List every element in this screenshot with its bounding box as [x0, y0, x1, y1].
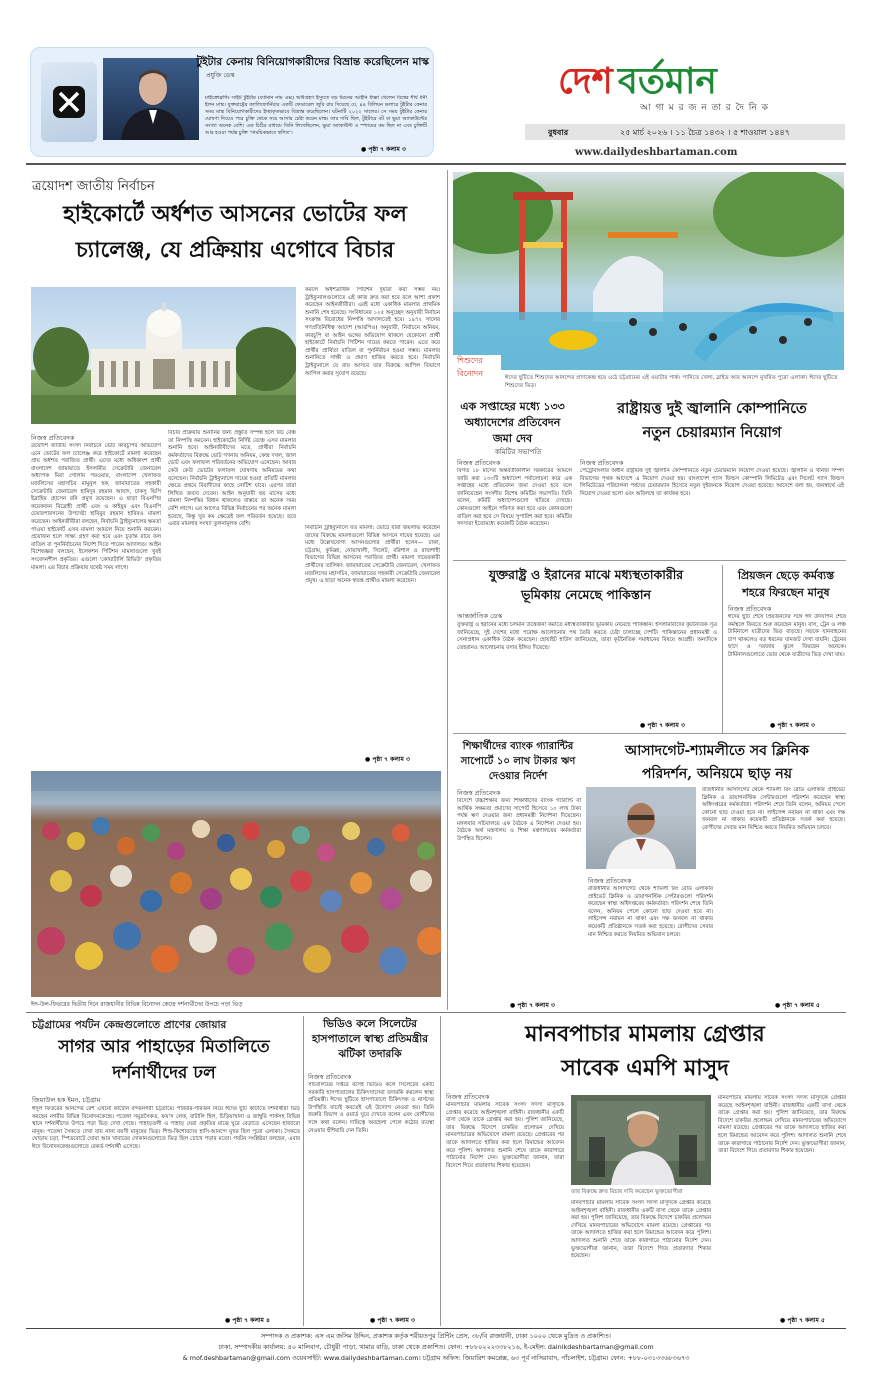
- video-text: সচিবালয়ের দপ্তরে বসেই ভিডিও কলে সিলেটের একটি সরকারি হাসপাতালের চিকিৎসাসেবা তদারকি করলেন স্বাস্থ্য প্রতিমন্ত্রী। ঈদের ছুটিতে হাসপাতালে চিকিৎসক ও নার্সদের উপস্থিতি যাচাই করতেই এই উদ্যোগ নেওয়া হয়। তিনি জরুরি বিভাগ ও ওয়ার্ড ঘুরে দেখতে বলেন এবং রোগীদের সঙ্গে কথা বলেন। দায়িত্বে অবহেলা পেলে কঠোর ব্যবস্থা নেওয়ার হুঁশিয়ারি দেন তিনি।: [308, 1082, 434, 1134]
- divider-right-1: [453, 560, 846, 561]
- divider-right-3: [453, 733, 846, 734]
- fund-sub: কমিটির সভাপতি: [495, 448, 542, 456]
- video-headline-line3[interactable]: ঝটিকা তদারকি: [338, 1048, 402, 1060]
- energy-headline-line2[interactable]: নতুন চেয়ারম্যান নিয়োগ: [642, 424, 782, 441]
- lead-cont-text: পৃষ্ঠা ৭ কলাম ৩: [372, 756, 410, 763]
- tourism-continuation: ● পৃষ্ঠা ৭ কলাম ৪: [225, 1317, 270, 1324]
- energy-byline: নিজস্ব প্রতিবেদক: [580, 459, 624, 467]
- pakistan-continuation: ● পৃষ্ঠা ৭ কলাম ৩: [640, 722, 685, 729]
- x-logo-tile: [41, 62, 97, 142]
- energy-text: পেট্রোবাংলার অধীন রাষ্ট্রায়ত্ত দুই জ্বালানি কোম্পানিতে নতুন চেয়ারম্যান নিয়োগ দেওয়া হয়েছে। জ্বালানি ও খনিজ সম্পদ বিভাগের পৃথক আদেশে এ নিয়োগ দেওয়া হয়। বাংলাদেশ গ্যাস ফিল্ডস কোম্পানি লিমিটেড এবং সিলেট গ্যাস ফিল্ডস লিমিটেডের পরিচালনা পর্ষদের চেয়ারম্যান হিসেবে নতুন দুইজনকে নিয়োগ দেওয়া হয়েছে। আদেশে বলা হয়, জনস্বার্থে এই নিয়োগ দেওয়া হলো এবং অবিলম্বে তা কার্যকর হবে।: [580, 468, 844, 497]
- mp-photo: [571, 1095, 711, 1185]
- return-text: ঈদের ছুটি শেষে প্রিয়জনদের সঙ্গে ঈদ উদযাপন শেষে কর্মস্থলে ফিরতে শুরু করেছেন মানুষ। বাস, ট্রেন ও লঞ্চ টার্মিনালে যাত্রীদের ভিড় বাড়ছে। সড়কে যানবাহনের চাপ থাকলেও বড় ধরনের যানজট দেখা যায়নি। ট্রেনের ছাদে ও দরজায় ঝুলে ফিরছেন অনেকে। টার্মিনালগুলোতে ভোর থেকে যাত্রীদের ভিড় দেখা যায়।: [728, 614, 846, 658]
- fund-text: বিগত ১৮ মাসের অন্তর্বর্তীকালীন সরকারের আমলে জারি করা ১৩৩টি অধ্যাদেশ পর্যালোচনা করে এক সপ্তাহের মধ্যে প্রতিবেদন জমা দেওয়া হবে বলে জানিয়েছেন সংসদীয় বিশেষ কমিটির সভাপতি। তিনি বলেন, কমিটি অধ্যাদেশগুলো খতিয়ে দেখছে। কোনগুলো আইনে পরিণত করা হবে এবং কোনগুলো বাতিল করা হবে সে বিষয়ে সুপারিশ করা হবে। কমিটির সদস্যরা ইতোমধ্যে কয়েকটি বৈঠক করেছেন।: [457, 468, 572, 528]
- pakistan-headline-line1[interactable]: যুক্তরাষ্ট্র ও ইরানের মাঝে মধ্যস্থতাকারীর: [488, 567, 684, 582]
- dateline-day: বুধবার: [548, 128, 569, 137]
- mp-continuation: ● পৃষ্ঠা ৭ কলাম ৫: [780, 1317, 825, 1324]
- energy-headline-line1[interactable]: রাষ্ট্রায়ত্ত দুই জ্বালানি কোম্পানিতে: [617, 400, 807, 417]
- mp-text-col3: [718, 1095, 846, 1314]
- ad-cont-text: পৃষ্ঠা ৭ কলাম ৩: [368, 146, 406, 153]
- clinic-text-col2: [702, 787, 845, 997]
- pakistan-text: যুক্তরাষ্ট্র ও ইরানের মধ্যে চলমান উত্তেজনা কমাতে মধ্যস্থতাকারীর ভূমিকায় নেমেছে পাকিস্তান। ইসলামাবাদের কূটনৈতিক সূত্র জানিয়েছে, দুই দেশের মধ্যে পরোক্ষ আলোচনার পথ তৈরি করতে চেষ্টা চালাচ্ছে দেশটি। পাকিস্তানের প্রধানমন্ত্রী ও সেনাপ্রধান একাধিক বৈঠক করেছেন। হোয়াইট হাউস জানিয়েছে, তারা কূটনৈতিক সমাধানের বিষয়ে আগ্রহী। অন্যদিকে তেহরানও আলোচনায় বসার ইঙ্গিত দিয়েছে।: [457, 622, 717, 651]
- divider-lower-v1: [303, 1016, 304, 1326]
- divider-lower-v2: [440, 1016, 441, 1326]
- lead-col3b: নির্বাচনি ট্রাইব্যুনালে যত মামলা: ভোটে যারা জয়লাভ করেছেন তাদের বিরুদ্ধে মামলাগুলো বিভিন্ন আসনে দায়ের হয়েছে। এর মধ্যে উল্লেখযোগ্য আসনগুলোর প্রার্থীরা হলেন— ঢাকা, চট্টগ্রাম, কুমিল্লা, নোয়াখালী, সিলেট, বরিশাল ও রাজশাহী বিভাগের বিভিন্ন আসনের পরাজিত প্রার্থী। মামলা দায়েরকারী প্রার্থীদের তালিকা: জামায়াতের সেক্রেটারি জেনারেল, খেলাফত মজলিসের মহাসচিব, জামায়াতের সহকারী সেক্রেটারি জেনারেল প্রমুখ। এ ছাড়া অনেক স্বতন্ত্র প্রার্থীও মামলা করেছেন।: [305, 525, 440, 585]
- bank-text: বিদেশে উচ্চশিক্ষার জন্য শিক্ষার্থীদের ব্যাংক গ্যারান্টি বা আর্থিক সক্ষমতা প্রমাণের সাপোর্ট হিসেবে ১০ লাখ টাকা পর্যন্ত ঋণ দেওয়ার জন্য প্রধানমন্ত্রী নির্দেশনা দিয়েছেন। মঙ্গলবার সচিবালয়ে এক বৈঠকে এ নির্দেশনা দেওয়া হয়। বৈঠকে অর্থ মন্ত্রণালয় ও শিক্ষা মন্ত্রণালয়ের কর্মকর্তারা উপস্থিত ছিলেন।: [457, 798, 581, 842]
- video-cont-text: পৃষ্ঠা ৭ কলাম ৩: [377, 1317, 415, 1324]
- return-headline-line1[interactable]: প্রিয়জন ছেড়ে কর্মব্যস্ত: [737, 569, 835, 582]
- clinic-continuation: ● পৃষ্ঠা ৭ কলাম ৫: [775, 1002, 820, 1009]
- high-court-photo: [31, 287, 296, 424]
- tourism-headline-line2[interactable]: দর্শনার্থীদের ঢল: [112, 1063, 216, 1083]
- ad-text: মাইক্রোব্লগিং সাইট টুইটার (বর্তমান নাম এক্স) অধিগ্রহণ ইস্যুতে বড় ধরনের আইনি ধাক্কা খেলেন বিশ্বের শীর্ষ ধনী ইলন মাস্ক। যুক্তরাষ্ট্রের ক্যালিফোর্নিয়ার একটি ফেডারেল জুরি রায় দিয়েছে যে, ৪৪ বিলিয়ন ডলারে টুইটার কেনার সময় মাস্ক বিনিয়োগকারীদের ইচ্ছাকৃতভাবে বিভ্রান্ত করেছিলেন। ঘটনাটি ২০২২ সালের। সে সময় টুইটার কেনার ঘোষণা দিয়েও পরে চুক্তি থেকে সরে আসার চেষ্টা করেন মাস্ক। তার দাবি ছিল, টুইটারে বট বা ভুয়া অ্যাকাউন্টের সংখ্যা অনেক বেশি। এক চিঠির মাধ্যমে তিনি লিখেছিলেন, ভুয়া অ্যাকাউন্ট ও স্প্যামের কম ছিল না এবং চুক্তিটি আর হওয়া পর্যন্ত চুক্তি 'সাময়িকভাবে স্থগিত'।: [205, 95, 427, 136]
- mp-headline-line2[interactable]: সাবেক এমপি মাসুদ: [561, 1055, 729, 1081]
- mp-text-col2-span: মানবপাচার মামলায় সাবেক সংসদ সদস্য মাসুদকে গ্রেপ্তার করেছে আইনশৃঙ্খলা বাহিনী। রাজধানীর একটি বাসা থেকে তাকে গ্রেপ্তার করা হয়। পুলিশ জানিয়েছে, তার বিরুদ্ধে বিদেশে চাকরির প্রলোভন দেখিয়ে মানবপাচারের অভিযোগে মামলা রয়েছে। গ্রেপ্তারের পর তাকে আদালতে হাজির করা হলে রিমান্ডের আবেদন করে পুলিশ। আদালত শুনানি শেষে তাকে কারাগারে পাঠানোর নির্দেশ দেন। ভুক্তভোগীরা জানান, তারা বিদেশে গিয়ে প্রতারণার শিকার হয়েছেন।: [571, 1200, 711, 1260]
- pakistan-headline-line2[interactable]: ভূমিকায় নেমেছে পাকিস্তান: [521, 587, 651, 602]
- return-cont-text: পৃষ্ঠা ৭ কলাম ৩: [777, 722, 815, 729]
- waterpark-label-line1: শিশুদের: [457, 356, 483, 365]
- clinic-text: রাজধানীর আসাদগেট থেকে শ্যামলী রিং রোড এলাকার প্রাইভেট ক্লিনিক ও ডায়াগনস্টিক সেন্টারগুলো পরিদর্শন করেছেন স্বাস্থ্য অধিদপ্তরের কর্মকর্তারা। পরিদর্শন শেষে তিনি বলেন, অনিয়ম পেলে কোনো ছাড় দেওয়া হবে না। লাইসেন্স নবায়ন না থাকা এবং দক্ষ জনবল না থাকায় কয়েকটি প্রতিষ্ঠানকে সতর্ক করা হয়েছে। রোগীদের সেবার মান নিশ্চিত করতে নিয়মিত অভিযান চলবে।: [588, 886, 713, 938]
- website[interactable]: www.dailydeshbartaman.com: [575, 147, 738, 158]
- mp-byline: নিজস্ব প্রতিবেদক: [446, 1093, 490, 1101]
- tourism-cont-text: পৃষ্ঠা ৭ কলাম ৪: [232, 1317, 270, 1324]
- logo-desh: দেশ: [558, 61, 613, 102]
- clinic-cont-text: পৃষ্ঠা ৭ কলাম ৫: [782, 1002, 820, 1009]
- logo-tagline: আ গা ম র জ ন তা র দৈ নি ক: [640, 103, 769, 113]
- video-continuation: ● পৃষ্ঠা ৭ কলাম ৩: [370, 1317, 415, 1324]
- lead-col2: বিচার প্রক্রিয়ায় শুনানির জন্য প্রস্তুতি সম্পন্ন হলে রিট বেঞ্চ তা নিষ্পত্তি করবেন। হাইকোর্টের নির্দিষ্ট বেঞ্চে এসব মামলার শুনানি হবে। আইনজীবীদের মতে, প্রার্থীরা নির্বাচনি কর্মকর্তাদের বিরুদ্ধে ভোট গণনায় অনিয়ম, কেন্দ্র দখল, জাল ভোট এবং ফলাফল পরিবর্তনের অভিযোগ এনেছেন। আবার কেউ কেউ ভোটের ফলাফল ঘোষণায় অনিয়মের কথা বলেছেন। নির্বাচনি ট্রাইব্যুনালে দায়ের হওয়া প্রতিটি মামলার ক্ষেত্রে প্রথমে বিবাদীদের কাছে নোটিশ যাবে। এরপর তারা লিখিত জবাব দেবেন। আইন অনুযায়ী ছয় মাসের মধ্যে মামলা নিষ্পত্তির বিধান থাকলেও বাস্তবে তা অনেক সময় বেশি লাগে। এর আগেও বিভিন্ন নির্বাচনের পর অনেক মামলা হয়েছে, কিন্তু খুব কম ক্ষেত্রেই ফল পরিবর্তন হয়েছে। তবে এবার মামলার সংখ্যা তুলনামূলক বেশি।: [168, 430, 296, 528]
- x-logo-icon: [41, 62, 97, 142]
- tourism-byline: জিয়াউল হক ইমন, চট্টগ্রাম: [32, 1096, 101, 1104]
- ad-continuation: ● পৃষ্ঠা ৭ কলাম ৩: [361, 146, 406, 153]
- fund-byline: নিজস্ব প্রতিবেদক: [457, 459, 501, 467]
- clinic-photo: [586, 787, 696, 869]
- bank-byline: নিজস্ব প্রতিবেদক: [457, 789, 501, 797]
- masthead-ad[interactable]: [30, 47, 434, 157]
- lead-continuation: ● পৃষ্ঠা ৭ কলাম ৩: [365, 756, 410, 763]
- mp-text-col1: মানবপাচার মামলায় সাবেক সংসদ সদস্য মাসুদকে গ্রেপ্তার করেছে আইনশৃঙ্খলা বাহিনী। রাজধানীর একটি বাসা থেকে তাকে গ্রেপ্তার করা হয়। পুলিশ জানিয়েছে, তার বিরুদ্ধে বিদেশে চাকরির প্রলোভন দেখিয়ে মানবপাচারের অভিযোগে মামলা রয়েছে। গ্রেপ্তারের পর তাকে আদালতে হাজির করা হলে রিমান্ডের আবেদন করে পুলিশ। আদালত শুনানি শেষে তাকে কারাগারে পাঠানোর নির্দেশ দেন। ভুক্তভোগীরা জানান, তারা বিদেশে গিয়ে প্রতারণার শিকার হয়েছেন।: [446, 1102, 564, 1169]
- bank-headline-line1[interactable]: শিক্ষার্থীদের ব্যাংক গ্যারান্টির: [462, 741, 574, 752]
- column-divider: [447, 170, 448, 1010]
- bank-continuation: ● পৃষ্ঠা ৭ কলাম ৩: [510, 1002, 555, 1009]
- fund-headline-line1[interactable]: এক সপ্তাহের মধ্যে ১৩৩: [460, 400, 565, 413]
- lead-col1: ত্রয়োদশ জাতীয় সংসদ নির্বাচনে ভোট কারচুপির অভিযোগ এনে ভোটের ফল চ্যালেঞ্জ করে হাইকোর্টে মামলা করেছেন প্রায় অর্ধশত পরাজিত প্রার্থী। এদের মধ্যে অধিকাংশ প্রার্থী বাংলাদেশ জামায়াতে ইসলামীর সেক্রেটারি জেনারেল অধ্যাপক মিয়া গোলাম পরওয়ার, বাংলাদেশ খেলাফত মজলিসের মহাসচিব মামুনুল হক, জামায়াতের সহকারী সেক্রেটারি জেনারেল হামিদুর রহমান আযাদ, চাকসু ভিপি ইব্রাহিম হোসেন রনি প্রমুখ রয়েছেন। এ ছাড়া বিএনপির কয়েকজন বিদ্রোহী প্রার্থী এবং ও কাইয়ুম এবং বিএনপি চেয়ারপারসনের উপদেষ্টা হাবিবুর রহমান হাবিবও মামলা করেছেন। আইনজীবীরা বলছেন, নির্বাচনি ট্রাইব্যুনালের ক্ষমতা পাওয়া হাইকোর্ট এসব মামলা আমলে নিয়ে শুনানি করবেন। প্রয়োজন হলে সাক্ষ্য গ্রহণ করা হবে এবং চূড়ান্ত রায়ে ফল বাতিল বা পুনর্নির্বাচনের নির্দেশ দিতে পারেন আদালত। আইন বিশেষজ্ঞরা বলছেন, ইলেকশন পিটিশন মামলাগুলো খুবই সংবেদনশীল প্রকৃতির। এগুলো 'কোয়ার্টার্লি রিভিউ' প্রকৃতির মামলা। এর বিচার প্রক্রিয়ায় যথেষ্ট সময় লাগে।: [31, 443, 161, 571]
- ad-desk: প্রযুক্তি ডেস্ক: [206, 72, 235, 79]
- clinic-text-col2-span: রাজধানীর আসাদগেট থেকে শ্যামলী রিং রোড এলাকার প্রাইভেট ক্লিনিক ও ডায়াগনস্টিক সেন্টারগুলো পরিদর্শন করেছেন স্বাস্থ্য অধিদপ্তরের কর্মকর্তারা। পরিদর্শন শেষে তিনি বলেন, অনিয়ম পেলে কোনো ছাড় দেওয়া হবে না। লাইসেন্স নবায়ন না থাকা এবং দক্ষ জনবল না থাকায় কয়েকটি প্রতিষ্ঠানকে সতর্ক করা হয়েছে। রোগীদের সেবার মান নিশ্চিত করতে নিয়মিত অভিযান চলবে।: [702, 787, 845, 831]
- footer-divider: [26, 1328, 846, 1329]
- mp-text-col2: [571, 1200, 711, 1314]
- tourism-kicker: চট্টগ্রামের পর্যটন কেন্দ্রগুলোতে প্রাণের জোয়ার: [32, 1019, 227, 1031]
- divider-right-2: [722, 565, 723, 733]
- dateline-date: ২৫ মার্চ ২০২৬ । ১১ চৈত্র ১৪৩২ । ৫ শাওয়াল ১৪৪৭: [620, 128, 790, 137]
- lead-kicker: ত্রয়োদশ জাতীয় নির্বাচন: [32, 179, 155, 194]
- return-headline-line2[interactable]: শহরে ফিরছেন মানুষ: [742, 586, 830, 599]
- lead-col3: করলে অর্ধশত্রাধিক পিটিশন দুয়ারা করা সম্ভব নয়। ট্রাইব্যুনালগুলোতে এই কাজ দ্রুত করা হবে বলে আশা প্রকাশ করেছেন আইনজীবীরা। এরই মধ্যে একাধিক মামলার প্রাথমিক শুনানি শেষ হয়েছে। সংবিধানের ১২৫ অনুচ্ছেদ অনুযায়ী নির্বাচন সংক্রান্ত বিরোধের নিষ্পত্তি আদালতেই হবে। ১৯৭২ সালের গণপ্রতিনিধিত্ব আদেশ (আরপিও) অনুযায়ী, নির্বাচনে অনিয়ম, কারচুপি বা আইন ভঙ্গের অভিযোগ থাকলে যেকোনো প্রার্থী হাইকোর্টে নির্বাচনি পিটিশন দায়ের করতে পারেন। এতে করে প্রার্থীর প্রার্থিতা বাতিল বা পুনর্নির্বাচন হওয়া সম্ভব। মামলার শুনানিতে সাক্ষী ও প্রমাণ হাজির করতে হবে। নির্বাচনি ট্রাইব্যুনালে যে রায় আসবে তার বিরুদ্ধে আপিল বিভাগে আপিল করার সুযোগ রয়েছে।: [305, 287, 440, 377]
- clinic-byline: নিজস্ব প্রতিবেদক: [588, 877, 632, 885]
- mp-text-col3-span: মানবপাচার মামলায় সাবেক সংসদ সদস্য মাসুদকে গ্রেপ্তার করেছে আইনশৃঙ্খলা বাহিনী। রাজধানীর একটি বাসা থেকে তাকে গ্রেপ্তার করা হয়। পুলিশ জানিয়েছে, তার বিরুদ্ধে বিদেশে চাকরির প্রলোভন দেখিয়ে মানবপাচারের অভিযোগে মামলা রয়েছে। গ্রেপ্তারের পর তাকে আদালতে হাজির করা হলে রিমান্ডের আবেদন করে পুলিশ। আদালত শুনানি শেষে তাকে কারাগারে পাঠানোর নির্দেশ দেন। ভুক্তভোগীরা জানান, তারা বিদেশে গিয়ে প্রতারণার শিকার হয়েছেন।: [718, 1095, 846, 1155]
- tourism-text: ঈদুল ফিতরের আনন্দের রেশ এখনো কাটেনি বন্দরনগরী চট্টগ্রামে। পরিবার-পরিজন নিয়ে ঈদের ছুটি কাটাতে দর্শনার্থীরা ভিড় করছেন নগরীর বিভিন্ন বিনোদনকেন্দ্রে। পতেঙ্গা সমুদ্রসৈকত, ফয়'স লেক, বাটালি হিল, চিড়িয়াখানা ও জাম্বুরি পার্কসহ বিভিন্ন স্থানে দর্শনার্থীদের উপচে পড়া ভিড় দেখা গেছে। পাহাড়তলী ও পাহাড় ঘেরা প্রকৃতির মাঝে ঘুরে বেড়াতে এসেছেন হাজারো মানুষ। পতেঙ্গা সৈকতে দেখা যায় নানা বয়সী মানুষের ভিড়। শিশু-কিশোরদের হাসি-আনন্দে মুখর ছিল পুরো এলাকা। সৈকতে ঘোড়ায় চড়া, স্পিডবোটে ঘোরা আর খাবারের দোকানগুলোতে ভিড় ছিল চোখে পড়ার মতো। পর্যটন সংশ্লিষ্টরা বলছেন, এবার ঈদে বিনোদনকেন্দ্রগুলোতে রেকর্ড দর্শনার্থী এসেছে।: [32, 1106, 300, 1150]
- ad-title[interactable]: টুইটার কেনায় বিনিয়োগকারীদের বিভ্রান্ত করেছিলেন মাস্ক: [196, 56, 429, 68]
- eid-crowd-photo: [31, 771, 441, 997]
- mp-headline-line1[interactable]: মানবপাচার মামলায় গ্রেপ্তার: [525, 1021, 765, 1047]
- newspaper-logo: [558, 54, 838, 100]
- footer-line2: ঢাকা, সম্পাদকীয় কার্যালয়: ৪০ মালিবাগ, চৌধুরী পাড়া, খামার বাড়ি, ঢাকা থেকে প্রকাশিত। ফোন: +৮৮০২২২৩৩৮২১৬, ই-মেইল: dainikdeshbartaman@gmail.com: [218, 1343, 654, 1351]
- waterpark-caption: ঈদের ছুটিতে শিশুদের আনন্দের প্রাণকেন্দ্র হয়ে ওঠে চট্টগ্রামের এই ওয়াটার পার্ক। পানিতে খেলা, স্লাইড আর আনন্দে মুখরিত পুরো এলাকা। ঈদের ছুটিতে শিশুদের ভিড়।: [505, 375, 838, 389]
- lead-headline-line2[interactable]: চ্যালেঞ্জ, যে প্রক্রিয়ায় এগোবে বিচার: [75, 237, 395, 263]
- bank-cont-text: পৃষ্ঠা ৭ কলাম ৩: [517, 1002, 555, 1009]
- divider-lower: [26, 1012, 846, 1013]
- video-headline-line1[interactable]: ভিডিও কলে সিলেটের: [323, 1018, 417, 1030]
- masthead-divider: [26, 163, 846, 165]
- bank-headline-line3[interactable]: দেওয়ার নির্দেশ: [488, 771, 548, 782]
- video-byline: নিজস্ব প্রতিবেদক: [308, 1073, 352, 1081]
- logo-bartaman: বর্তমান: [617, 61, 717, 102]
- return-byline: নিজস্ব প্রতিবেদক: [728, 605, 772, 613]
- tourism-headline-line1[interactable]: সাগর আর পাহাড়ের মিতালিতে: [58, 1037, 270, 1057]
- clinic-headline-line1[interactable]: আসাদগেট-শ্যামলীতে সব ক্লিনিক: [625, 743, 809, 759]
- fund-headline-line2[interactable]: অধ্যাদেশের প্রতিবেদন: [464, 416, 561, 429]
- fund-headline-line3[interactable]: জমা দেব: [492, 432, 533, 445]
- waterpark-label: [453, 355, 501, 387]
- pakistan-cont-text: পৃষ্ঠা ৭ কলাম ৩: [647, 722, 685, 729]
- lead-headline-line1[interactable]: হাইকোর্টে অর্ধশত আসনের ভোটের ফল: [63, 201, 407, 227]
- return-continuation: ● পৃষ্ঠা ৭ কলাম ৩: [770, 722, 815, 729]
- crowd-caption: ঈদ-উল-ফিতরের দ্বিতীয় দিনে রাজধানীর বিভিন্ন বিনোদন কেন্দ্রে দর্শনার্থীদের উপচে পড়া ভিড়: [31, 1002, 243, 1008]
- mp-photo-caption: তার বিরুদ্ধে দ্রুত বিচার দাবি করেছেন ভুক্তভোগীরা: [571, 1189, 683, 1195]
- bank-headline-line2[interactable]: সাপোর্টে ১০ লাখ টাকার ঋণ: [460, 756, 576, 767]
- waterpark-label-line2: বিনোদন: [457, 369, 484, 378]
- waterpark-photo: [453, 172, 844, 370]
- video-headline-line2[interactable]: হাসপাতালে স্বাস্থ্য প্রতিমন্ত্রীর: [312, 1033, 428, 1045]
- pakistan-byline: আন্তর্জাতিক ডেস্ক: [457, 612, 503, 620]
- footer-line3: & mof.deshbartaman@gmail.com ওয়েবসাইট: www.dailydeshbartaman.com। চট্টগ্রাম অফিস: জিয়ারিশ কমপ্লেক্স, ৬৩ পূর্ব নাসিরাবাদ, পাঁচলাইশ, চট্টগ্রাম। ফোন: +৮৮-০৩১৩৩৬৮৩৬৭৩: [182, 1354, 690, 1362]
- footer-line1: সম্পাদক ও প্রকাশক: এস এম জসিম উদ্দিন, প্রকাশক কর্তৃক শরীয়তপুর প্রিন্টিং প্রেস, ৩৮/বি রাজধানী, ঢাকা ১০০০ থেকে মুদ্রিত ও প্রকাশিত।: [261, 1332, 611, 1340]
- mp-cont-text: পৃষ্ঠা ৭ কলাম ৫: [787, 1317, 825, 1324]
- clinic-headline-line2[interactable]: পরিদর্শন, অনিয়মে ছাড় নয়: [642, 766, 792, 782]
- lead-byline: নিজস্ব প্রতিবেদক: [31, 434, 75, 442]
